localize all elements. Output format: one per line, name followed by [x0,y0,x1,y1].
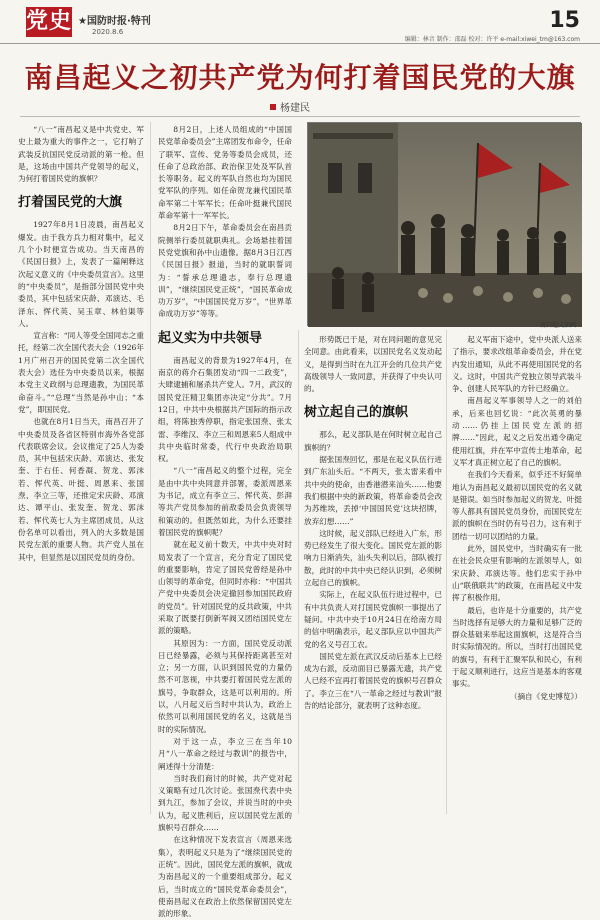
issue-date: 2020.8.6 [92,28,124,36]
article-column-3 [304,334,442,814]
column-divider [150,122,151,814]
source-note: （摘自《党史博览》） [509,691,582,701]
paper-name: ★国防时报·特刊 [78,16,151,27]
masthead [0,0,600,44]
paragraph: 在这种情况下发表宣言（周恩来选集），表明起义只是为了“继续国民党的正统”。因此，国民党左派的旗帜，就成为南昌起义的一个重要组成部分。起义后，当时成立的“国民党革命委员会”，使南昌起义在政治上依然保留国民党左派的形象。 [158,835,292,919]
article-headline: 南昌起义之初共产党为何打着国民党的大旗 [24,61,576,94]
section-heading-2: 起义实为中共领导 [158,330,263,346]
paragraph: 那么，起义部队是在何时树立起自己旗帜的？ [304,430,442,452]
paragraph: 在我们今天看来，似乎还不好简单地认为南昌起义最初以国民党的名义就是错误。如当时参加起义的贺龙、叶挺等人都具有国民党员身份，而国民党左派的旗帜在当时仍有号召力，这有利于团结一切可以团结的力量。 [452,470,582,541]
page-number: 15 [549,8,580,33]
paragraph: 据张国焘回忆，那是在起义队伍行进到广东汕头后。“不两天，张太雷来看中共中央的使命，由香港潜来汕头……他要我们根据中央的新政策，将革命委员会改为苏维埃，丢掉‘中国国民党’这块招牌，放弃幻想……” [304,455,442,526]
paragraph: 实际上，在起义队伍行进过程中，已有中共负责人对打国民党旗帜一事提出了疑问。中共中央于10月24日在给南方局的信中明确表示，起义部队应以中国共产党的名义号召工农。 [304,590,442,649]
paragraph: 8月2日，上述人员组成的“中国国民党革命委员会”主席团发布命令，任命了联军、宣传、党务等委员会成员，还任命了总政治部、政治保卫处及军队首长等职务。起义的军队自然也均为国民党军队的序列。如任命贺龙兼代国民革命军第二十军军长；任命叶挺兼代国民革命军第十一军军长。 [158,125,292,221]
paragraph: 当时我们商讨的时候，共产党对起义策略有过几次讨论。张国焘代表中央到九江，参加了会议，并说当时的中央认为，起义胜利后，应以国民党左派的旗帜号召群众…… [158,773,292,833]
section-logo: 党史 [26,7,72,37]
section-heading-1: 打着国民党的大旗 [18,195,123,211]
paragraph: 最后，也许是十分重要的，共产党当时选择有足够大的力量和足够广泛的群众基础来举起这面旗帜，这是符合当时实际情况的。所以，当时打出国民党的旗号，有利于汇聚军队和民心，有利于起义顺利进行，这应当是基本的客观事实。 [452,605,582,689]
paragraph: 对于这一点，李立三在当年10月“八一革命之经过与教训”的报告中，阐述得十分清楚： [158,736,292,771]
editor-credits: 编辑：林音 制作：邵磊 校对：许平 e-mail:xiwei_tm@163.com [404,36,580,43]
paragraph: 此外，国民党中，当时确实有一批在社会民众里有影响的左派领导人，如宋庆龄、邓演达等。他们忠实于孙中山“联俄联共”的政策，在南昌起义中发挥了积极作用。 [452,544,582,603]
paragraph: 形势既已于是，对在同问题的意见完全同意。由此看来，以国民党名义发动起义，是得到当时在九江开会的几位共产党高级领导人一致同意，并获得了中央认可的。 [304,335,442,394]
author-byline: 杨建民 [270,99,310,114]
paragraph: 南昌起义军事领导人之一的刘伯承，后来也回忆说：“此次英勇的暴动……仍挂上国民党左派的招牌……”因此，起义之后发出通令确定使用红旗，并在军中宣传土地革命，起义军才真正树立起了自己的旗帜。 [452,396,582,467]
paragraph: 国民党左派在武汉反动后基本上已经成为右派，反动面目已暴露无遗，共产党人已经不宜再打着国民党的旗帜号召群众了。李立三在“八一革命之经过与教训”报告的结论部分，就表明了这种态度。 [304,651,442,711]
paragraph: 也就在8月1日当天，南昌召开了中央委员及各省区特别市海外各党部代表联席会议。会议推定了25人为委员，其中包括宋庆龄、邓演达、张发奎、于右任、何香凝、贺龙、郭沫若、恽代英、叶挺、周恩来、张国焘、李立三等，还推定宋庆龄、邓演达、谭平山、张发奎、贺龙、郭沫若、恽代英七人为主席团成员。从这份名单可以看出，列入的大多数是国民党左派的重要人物。共产党人虽在其中，但显然是以国民党员的身份。 [18,417,144,562]
paragraph: 8月2日下午，革命委员会在南昌贡院侧举行委员就职典礼。会场悬挂着国民党党旗和孙中山遗像。据8月3日江西《民国日报》报道，当时的就职誓词为：“誓承总理遗志，奉行总理遗训”，“继续国民党正统”，“国民革命成功万岁”，“中国国民党万岁”，“世界革命成功万岁”等等。 [158,223,292,319]
article-column-2 [158,124,292,919]
section-heading-3: 树立起自己的旗帜 [304,405,409,421]
article-column-4 [452,334,582,814]
paragraph: 就在起义前十数天，中共中央对时局发表了一个宣言，充分肯定了国民党的重要影响，肯定了国民党曾经是孙中山领导的革命党，但同时亦称：“中国共产党中央委员会决定撤回参加国民政府的党员”。针对国民党的反共政策，中共采取了既要打倒新军阀又团结国民党左派的策略。 [158,540,292,636]
column-divider [446,330,447,814]
intro-paragraph: “八一”南昌起义是中共党史、军史上最为重大的事件之一，它打响了武装反抗国民党反动派的第一枪。但是，这场由中国共产党领导的起义，为何打着国民党的旗帜？ [18,125,144,184]
paragraph: 南昌起义的背景为1927年4月，在南京的蒋介石集团发动“四一二政变”，大肆逮捕和屠杀共产党人。7月，武汉的国民党汪精卫集团亦决定“分共”。7月12日，中共中央根据共产国际的指示改组，将陈独秀停职，指定张国焘、张太雷、李维汉、李立三和周恩来5人组成中共中央临时常委，代行中央政治局职权。 [158,355,292,464]
headline-divider [20,116,580,117]
paragraph: 宣言称：“同人等受全国同志之重托，经第二次全国代表大会（1926年1月广州召开的国民党第二次全国代表大会）选任为中央委员以来，根据本党主义政纲与总理遗教，为国民革命奋斗。”“总理”当然是孙中山；“本党”，即国民党。 [18,331,144,414]
paragraph: 起义军南下途中，党中央派人送来了指示，要求改组革命委员会，并在党内发出通知，从此不再使用国民党的名义。这时，中国共产党独立领导武装斗争、创建人民军队的方针已经确立。 [452,335,582,394]
oil-painting-photo [307,122,581,326]
painting-illustration [308,123,582,327]
paragraph: “八一”南昌起义的整个过程，完全是由中共中央同意并部署，委派周恩来为书记，成立有李立三、恽代英、彭湃等共产党员参加的前敌委员会负责领导和策动的。但既然如此，为什么还要挂着国民党的旗帜呢？ [158,466,292,537]
article-column-1 [18,124,144,814]
photo-caption: 南昌起义油画 [540,322,577,329]
column-divider [298,330,299,814]
paragraph: 这时候，起义部队已经进入广东，形势已经发生了很大变化。国民党左派的影响力日渐消失，汕头失利以后，部队被打散，此时的中共中央已经认识到，必须树立起自己的旗帜。 [304,528,442,588]
paragraph: 1927年8月1日凌晨，南昌起义爆发。由于我方兵力相对集中，起义几个小时便宣告成功。当天南昌的《民国日报》上，发表了一篇阐释这次起义意义的《中央委员宣言》。这里的“中央委员”，是指部分国民党中央委员，其中包括宋庆龄、邓演达、毛泽东、恽代英、吴玉章、林伯渠等人。 [18,220,144,328]
paragraph: 其原因为：一方面，国民党反动派日已经暴露，必须与其保持距离甚至对立；另一方面，认识到国民党的力量仍然不可忽视，中共要打着国民党左派的旗号，争取群众，这是可以利用的。所以，八月起义后当时中共认为，政治上依然可以利用国民党的名义，这就是当时的实际情况。 [158,638,292,734]
